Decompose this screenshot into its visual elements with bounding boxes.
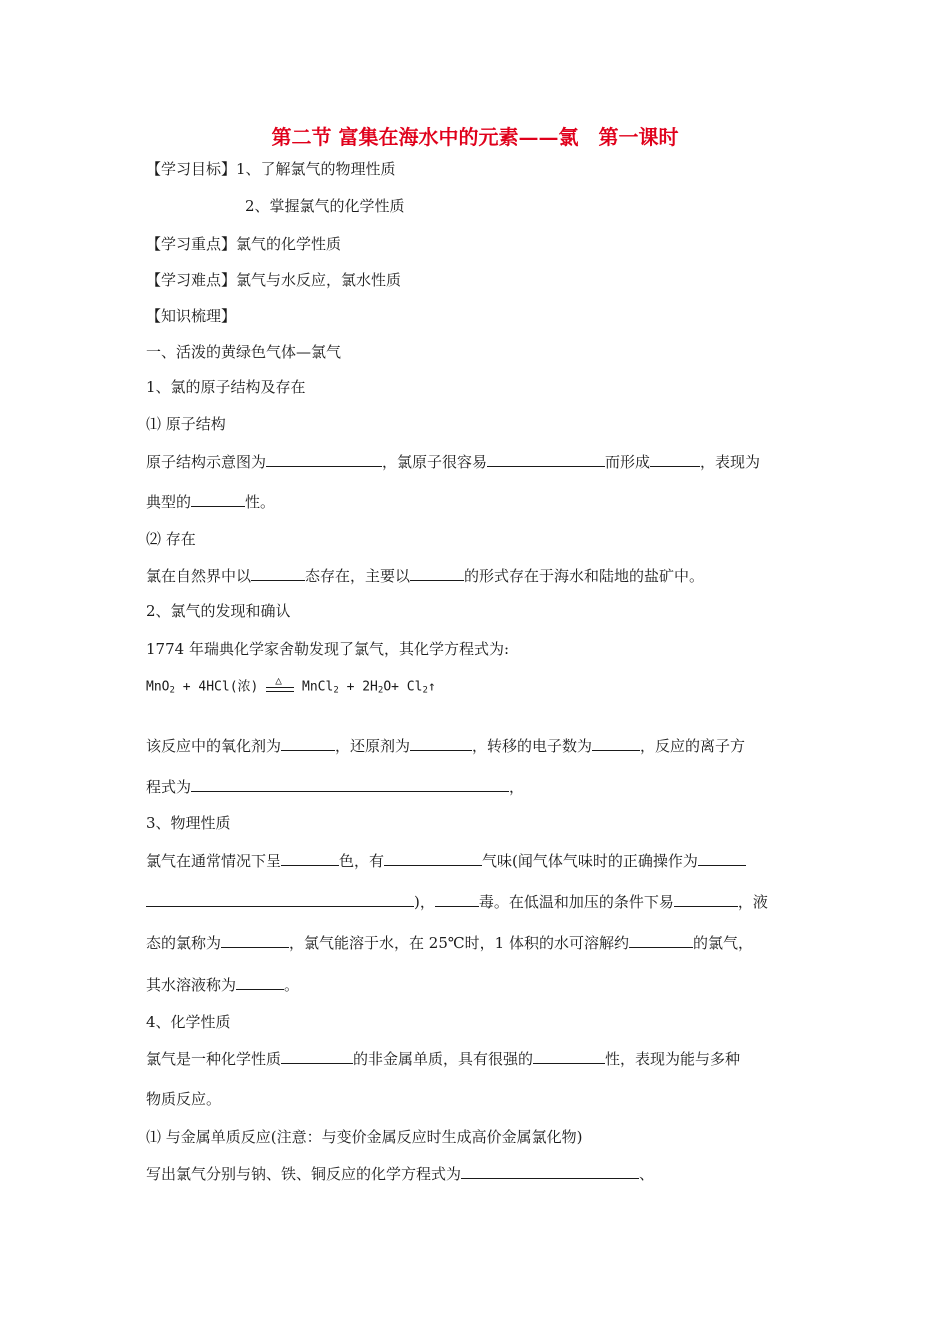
text: 气味(闻气体气味时的正确操作为 [482, 852, 698, 870]
answer-blank[interactable] [461, 1163, 639, 1179]
text: 性，表现为能与多种 [605, 1050, 741, 1068]
subsection-1: 1、氯的原子结构及存在 [146, 378, 306, 396]
answer-blank[interactable] [650, 451, 700, 467]
item-existence: ⑵ 存在 [146, 530, 196, 548]
text: 典型的 [146, 493, 192, 511]
key-text: 氯气的化学性质 [236, 235, 342, 253]
paragraph-chemical-2: 物质反应。 [146, 1090, 222, 1108]
answer-blank[interactable] [410, 735, 472, 751]
eq-text: MnCl [294, 679, 334, 695]
answer-blank[interactable] [191, 491, 245, 507]
answer-blank[interactable] [266, 451, 382, 467]
answer-blank[interactable] [533, 1048, 605, 1064]
text: 氯气是一种化学性质 [146, 1050, 282, 1068]
subsection-3: 3、物理性质 [146, 814, 231, 832]
text: 原子结构示意图为 [146, 453, 267, 471]
item-atomic-structure: ⑴ 原子结构 [146, 415, 226, 433]
paragraph-redox [146, 735, 745, 756]
answer-blank[interactable] [281, 1048, 353, 1064]
text: ，反应的离子方 [640, 737, 746, 755]
paragraph-physical-2 [146, 891, 768, 912]
text: 。 [284, 976, 300, 994]
text: 性。 [245, 493, 276, 511]
text: ，氯原子很容易 [382, 453, 488, 471]
answer-blank[interactable] [146, 891, 414, 907]
text: 其水溶液称为 [146, 976, 237, 994]
paragraph-existence [146, 565, 704, 586]
answer-blank[interactable] [698, 850, 746, 866]
text: 态的氯称为 [146, 934, 222, 952]
heating-equals-sign [266, 674, 294, 697]
paragraph-physical-1 [146, 850, 746, 871]
heat-condition: △ [275, 674, 282, 687]
text: ，还原剂为 [335, 737, 411, 755]
learning-key-points [146, 234, 341, 254]
answer-blank[interactable] [221, 932, 289, 948]
text: 写出氯气分别与钠、铁、铜反应的化学方程式为 [146, 1165, 462, 1183]
paragraph-redox-cont [146, 776, 524, 797]
answer-blank[interactable] [410, 565, 464, 581]
text: ， [509, 778, 525, 796]
answer-blank[interactable] [435, 891, 479, 907]
answer-blank[interactable] [281, 735, 335, 751]
goals-label: 【学习目标】 [146, 160, 237, 178]
answer-blank[interactable] [487, 451, 605, 467]
eq-subscript: 2 [169, 685, 175, 696]
goal-1: 1、了解氯气的物理性质 [236, 160, 396, 178]
answer-blank[interactable] [592, 735, 640, 751]
eq-subscript: 2 [422, 685, 428, 696]
text: 而形成 [605, 453, 651, 471]
subsection-2: 2、氯气的发现和确认 [146, 602, 291, 620]
answer-blank[interactable] [629, 932, 693, 948]
text: ，表现为 [700, 453, 761, 471]
answer-blank[interactable] [191, 776, 509, 792]
paragraph-physical-4 [146, 974, 299, 995]
subsection-4: 4、化学性质 [146, 1013, 231, 1031]
paragraph-discovery: 1774 年瑞典化学家舍勒发现了氯气，其化学方程式为: [146, 640, 509, 658]
answer-blank[interactable] [281, 850, 339, 866]
page-title: 第二节 富集在海水中的元素——氯 第一课时 [271, 125, 679, 149]
text: )， [414, 893, 435, 911]
text: 程式为 [146, 778, 192, 796]
eq-text: MnO [146, 679, 170, 695]
eq-text: O+ Cl [383, 679, 423, 695]
text: 该反应中的氧化剂为 [146, 737, 282, 755]
learning-goals [146, 159, 396, 179]
difficulty-text: 氯气与水反应，氯水性质 [236, 271, 402, 289]
item-metal-reaction: ⑴ 与金属单质反应(注意：与变价金属反应时生成高价金属氯化物) [146, 1128, 583, 1146]
text: 氯在自然界中以 [146, 567, 252, 585]
text: 氯气在通常情况下呈 [146, 852, 282, 870]
paragraph-metal-reaction [146, 1163, 654, 1184]
eq-text: + 4HCl(浓) [174, 679, 259, 695]
paragraph-atomic-structure [146, 451, 760, 472]
text: ，液 [737, 893, 768, 911]
answer-blank[interactable] [251, 565, 305, 581]
learning-difficulties [146, 270, 401, 290]
goal-2: 2、掌握氯气的化学性质 [245, 197, 405, 215]
text: 的非金属单质，具有很强的 [353, 1050, 534, 1068]
paragraph-chemical-1 [146, 1048, 740, 1069]
section-heading-1: 一、活泼的黄绿色气体—氯气 [146, 343, 342, 361]
difficulty-label: 【学习难点】 [146, 271, 237, 289]
text: ，转移的电子数为 [472, 737, 593, 755]
paragraph-physical-3 [146, 932, 753, 953]
answer-blank[interactable] [674, 891, 738, 907]
text: 的形式存在于海水和陆地的盐矿中。 [464, 567, 705, 585]
key-label: 【学习重点】 [146, 235, 237, 253]
text: 、 [639, 1165, 655, 1183]
paragraph-atomic-structure-cont [146, 491, 275, 512]
text: 色，有 [339, 852, 385, 870]
eq-subscript: 2 [377, 685, 384, 696]
eq-text: + 2H [338, 679, 378, 695]
answer-blank[interactable] [236, 974, 284, 990]
text: 态存在，主要以 [305, 567, 411, 585]
knowledge-label: 【知识梳理】 [146, 307, 237, 325]
text: ，氯气能溶于水，在 25℃时，1 体积的水可溶解约 [289, 934, 629, 952]
gas-arrow-icon: ↑ [427, 679, 436, 695]
text: 的氯气， [692, 934, 753, 952]
eq-subscript: 2 [333, 685, 339, 696]
answer-blank[interactable] [384, 850, 482, 866]
chemical-equation [146, 674, 436, 701]
text: 毒。在低温和加压的条件下易 [478, 893, 674, 911]
